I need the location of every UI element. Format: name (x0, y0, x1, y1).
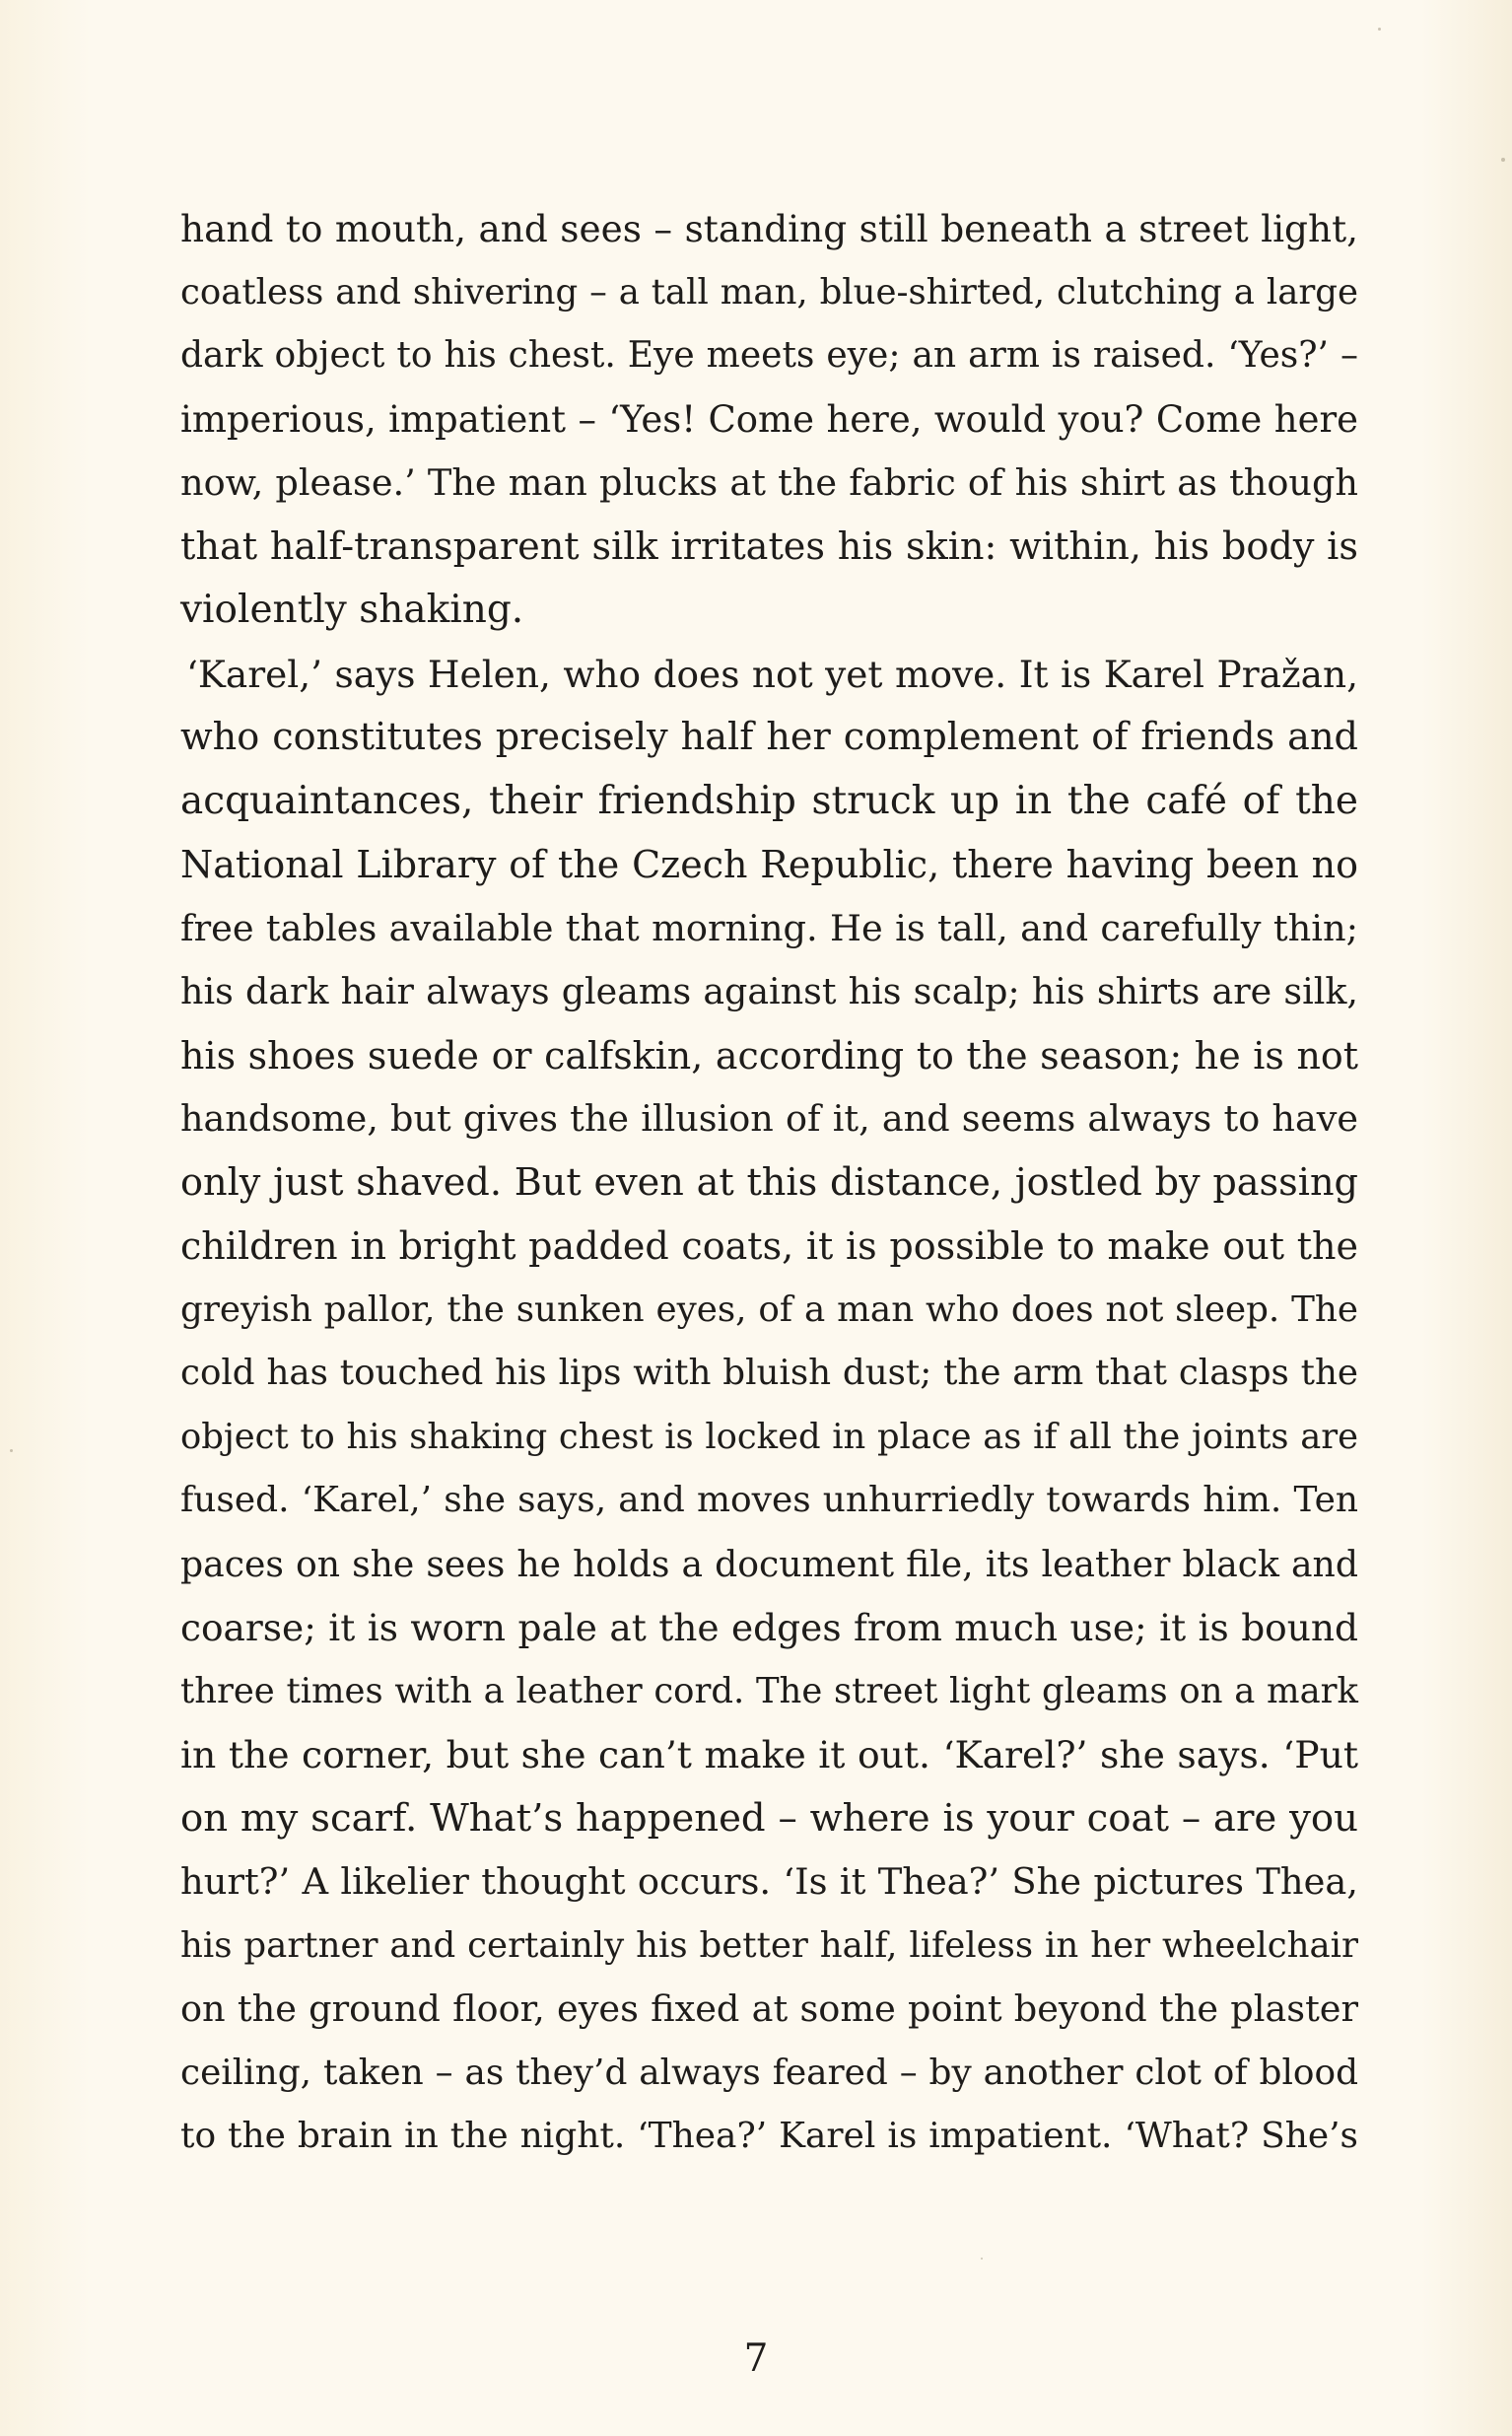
text-line: who constitutes precisely half her complement of friends and (180, 716, 1358, 759)
text-line: children in bright padded coats, it is possible to make out the (180, 1224, 1358, 1268)
text-line: his partner and certainly his better half, lifeless in her wheelchair (180, 1924, 1358, 1966)
text-line: handsome, but gives the illusion of it, and seems always to have (180, 1097, 1358, 1140)
text-line: fused. ‘Karel,’ she says, and moves unhurriedly towards him. Ten (180, 1480, 1358, 1520)
text-line: ceiling, taken – as they’d always feared – by another clot of blood (180, 2052, 1358, 2093)
text-line: to the brain in the night. ‘Thea?’ Karel is impatient. ‘What? She’s (180, 2116, 1358, 2156)
text-line: acquaintances, their friendship struck up in the café of the (180, 778, 1358, 823)
text-line: hand to mouth, and sees – standing still beneath a street light, (180, 207, 1358, 250)
paper-speck (10, 1449, 13, 1452)
text-line: greyish pallor, the sunken eyes, of a man who does not sleep. The (180, 1288, 1358, 1330)
text-line: coatless and shivering – a tall man, blue-shirted, clutching a large (180, 271, 1358, 313)
text-line: object to his shaking chest is locked in place as if all the joints are (180, 1416, 1358, 1457)
text-line: in the corner, but she can’t make it out. ‘Karel?’ she says. ‘Put (180, 1733, 1358, 1776)
text-line: free tables available that morning. He is tall, and carefully thin; (180, 906, 1358, 949)
paper-speck (1501, 158, 1505, 162)
text-line: that half-transparent silk irritates his skin: within, his body is (180, 524, 1358, 569)
text-line: National Library of the Czech Republic, there having been no (180, 843, 1358, 886)
text-line: three times with a leather cord. The street light gleams on a mark (180, 1670, 1358, 1711)
body-text (180, 197, 1358, 2169)
text-line: his dark hair always gleams against his scalp; his shirts are silk, (180, 970, 1358, 1012)
text-line: dark object to his chest. Eye meets eye; an arm is raised. ‘Yes?’ – (180, 335, 1358, 376)
text-line: now, please.’ The man plucks at the fabric of his shirt as though (180, 461, 1358, 504)
text-line: imperious, impatient – ‘Yes! Come here, would you? Come here (180, 397, 1358, 441)
text-line: ‘Karel,’ says Helen, who does not yet move. It is Karel Pražan, (186, 652, 1358, 696)
text-line: on my scarf. What’s happened – where is your coat – are you (180, 1795, 1358, 1841)
text-line: his shoes suede or calfskin, according to the season; he is not (180, 1033, 1358, 1078)
page-number: 7 (743, 2336, 769, 2381)
text-line: cold has touched his lips with bluish dust; the arm that clasps the (180, 1353, 1358, 1393)
text-line: coarse; it is worn pale at the edges from much use; it is bound (180, 1606, 1358, 1649)
text-line: hurt?’ A likelier thought occurs. ‘Is it Thea?’ She pictures Thea, (180, 1860, 1358, 1903)
text-line: paces on she sees he holds a document file, its leather black and (180, 1542, 1358, 1585)
text-line: violently shaking. (180, 588, 524, 632)
text-line: on the ground floor, eyes fixed at some point beyond the plaster (180, 1987, 1358, 2030)
text-line: only just shaved. But even at this distance, jostled by passing (180, 1160, 1358, 1205)
paper-speck (981, 2258, 983, 2260)
paper-speck (1378, 28, 1381, 31)
